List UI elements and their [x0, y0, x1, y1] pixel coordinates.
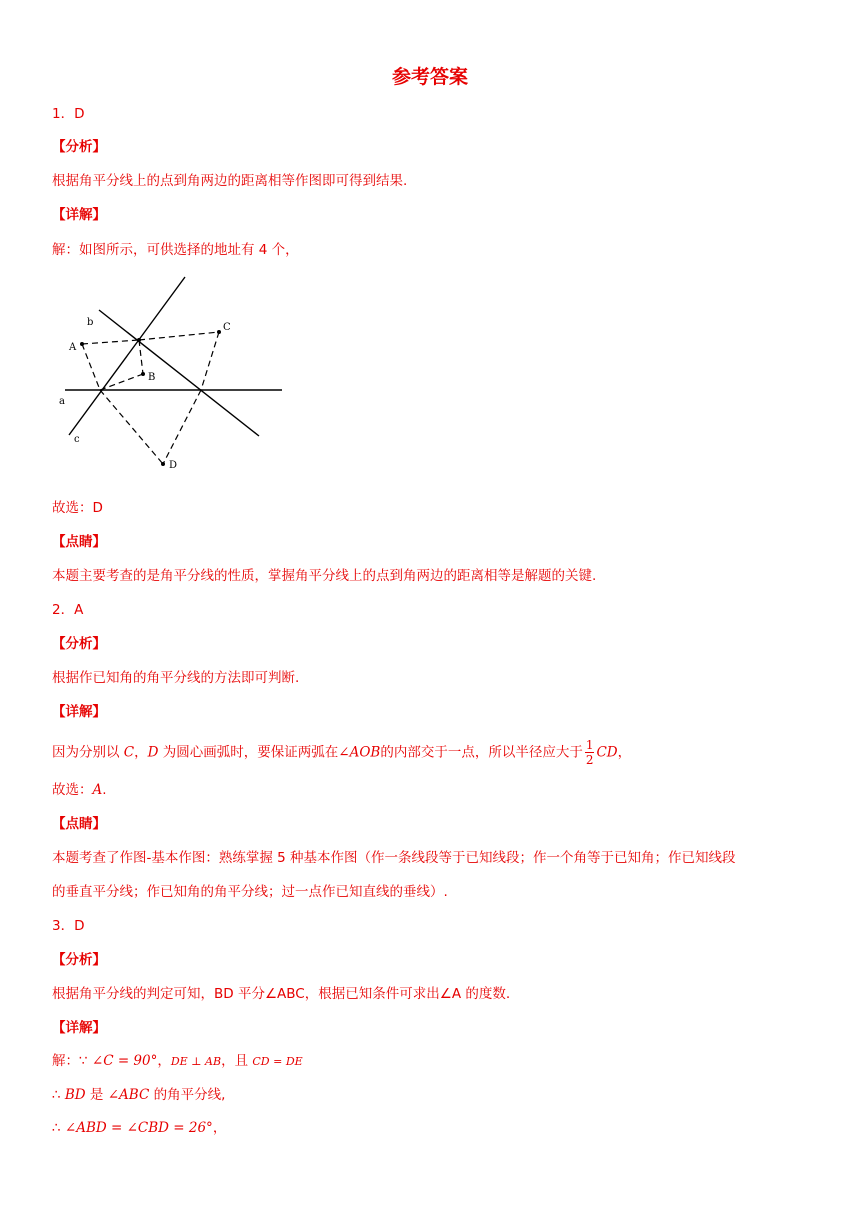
- q1-analysis-text: 根据角平分线上的点到角两边的距离相等作图即可得到结果.: [52, 173, 408, 189]
- fraction-one-half: $\frac{1}{2}$: [585, 738, 594, 767]
- q2-analysis-text: 根据作已知角的角平分线的方法即可判断.: [52, 670, 300, 686]
- q2-choice: 故选：A.: [52, 782, 107, 798]
- q3-answer: 3．D: [52, 918, 85, 934]
- q1-answer: 1．D: [52, 106, 85, 122]
- point-A: [80, 342, 84, 346]
- point-top: [137, 338, 141, 342]
- q2-detail-text: 因为分别以 C，D 为圆心画弧时，要保证两弧在∠AOB的内部交于一点，所以半径应大于 $\frac{1}{2}$ CD，: [52, 738, 632, 767]
- q1-detail-tag: 【详解】: [52, 207, 106, 223]
- point-D: [161, 462, 165, 466]
- label-a: a: [59, 396, 65, 407]
- label-C: C: [223, 322, 231, 333]
- q3-analysis-text: 根据角平分线的判定可知，BD 平分∠ABC，根据已知条件可求出∠A 的度数.: [52, 986, 511, 1002]
- label-c: c: [74, 434, 80, 445]
- label-B: B: [148, 372, 156, 383]
- label-A: A: [69, 342, 77, 353]
- point-B: [141, 372, 145, 376]
- geometry-figure: [55, 272, 290, 472]
- dash-A-left: [82, 344, 100, 390]
- q3-detail-line2: ∴ BD 是 ∠ABC 的角平分线,: [52, 1087, 226, 1103]
- dash-left-B: [100, 374, 143, 390]
- point-C: [217, 330, 221, 334]
- label-D: D: [169, 460, 178, 471]
- label-b: b: [87, 317, 94, 328]
- q3-detail-tag: 【详解】: [52, 1020, 106, 1036]
- page-title: 参考答案: [391, 66, 468, 88]
- q2-answer: 2．A: [52, 602, 84, 618]
- dash-right-D: [163, 390, 201, 464]
- q2-detail-tag: 【详解】: [52, 704, 106, 720]
- q1-comment-tag: 【点睛】: [52, 534, 106, 550]
- q1-detail-text: 解：如图所示，可供选择的地址有 4 个，: [52, 242, 299, 258]
- dash-top-B: [139, 340, 143, 374]
- q3-analysis-tag: 【分析】: [52, 952, 106, 968]
- dash-top-C: [139, 332, 219, 340]
- q1-analysis-tag: 【分析】: [52, 139, 106, 155]
- q3-detail-line3: ∴ ∠ABD = ∠CBD = 26°，: [52, 1120, 227, 1136]
- q1-comment-text: 本题主要考查的是角平分线的性质，掌握角平分线上的点到角两边的距离相等是解题的关键.: [52, 568, 597, 584]
- q1-choice: 故选：D: [52, 500, 103, 516]
- q3-detail-line1: 解：∵ ∠C = 90°，DE ⊥ AB，且 CD = DE: [52, 1053, 303, 1069]
- q2-comment-tag: 【点睛】: [52, 816, 106, 832]
- q2-analysis-tag: 【分析】: [52, 636, 106, 652]
- dash-A-top: [82, 340, 139, 344]
- q2-comment-line2: 的垂直平分线；作已知角的角平分线；过一点作已知直线的垂线）.: [52, 884, 448, 900]
- dash-C-right: [201, 332, 219, 390]
- q2-comment-line1: 本题考查了作图-基本作图：熟练掌握 5 种基本作图（作一条线段等于已知线段；作一个角等于已知角；作已知线段: [52, 850, 736, 866]
- dash-left-D: [100, 390, 163, 464]
